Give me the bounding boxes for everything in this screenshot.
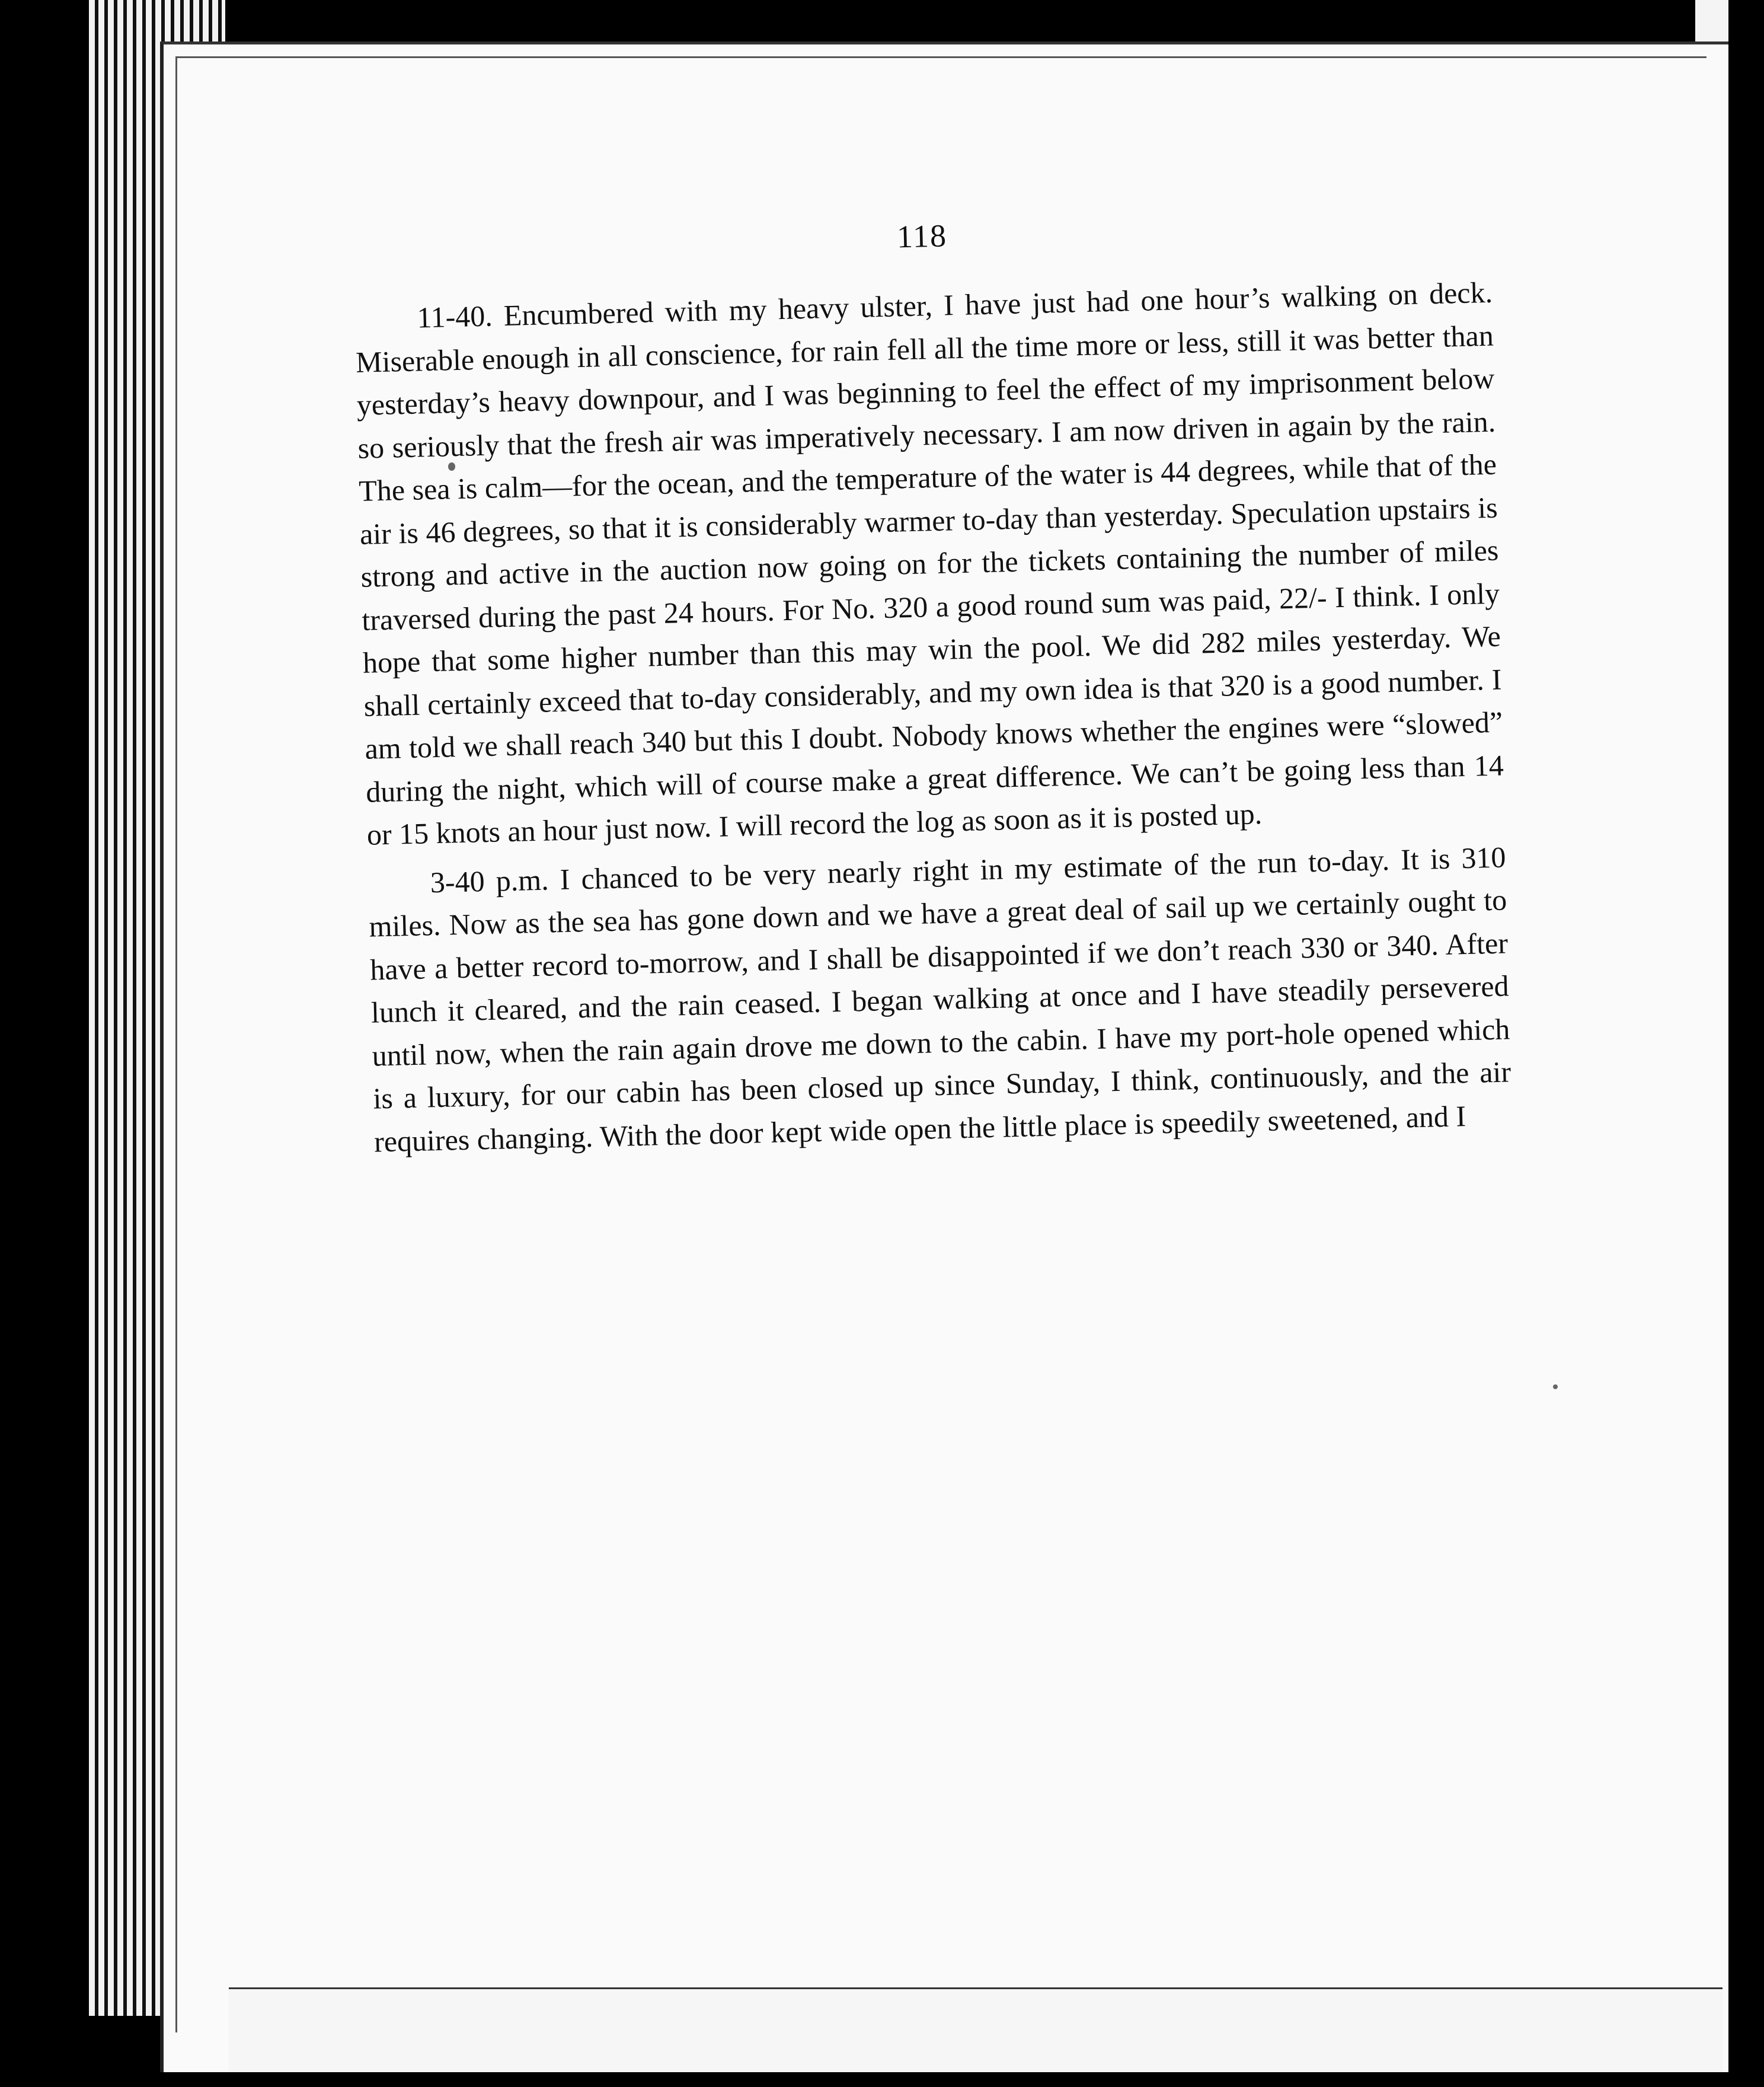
paragraph-morning-entry: 11-40. Encumbered with my heavy ulster, I have just had one hour’s walking on deck. Miserable enough in all conscience, for rain fell all the time more or less, still it was better than yesterday’s heavy downpour, and I was beginning to feel the effect of my imprisonment below so seriously that the fresh air was imperatively necessary. I am now driven in again by the rain. The sea is calm—for the ocean, and the temperature of the water is 44 degrees, while that of the air is 46 degrees, so that it is considerably warmer to-day than yesterday. Speculation upstairs is strong and active in the auction now going on for the tickets containing the number of miles traversed during the past 24 hours. For No. 320 a good round sum was paid, 22/- I think. I only hope that some higher number than this may win the pool. We did 282 miles yesterday. We shall certainly exceed that to-day considerably, and my own idea is that 320 is a good number. I am told we shall reach 340 but this I doubt. Nobody knows whether the engines were “slowed” during the night, which will of course make a great difference. We can’t be going less than 14 or 15 knots an hour just now. I will record the log as soon as it is posted up. [355, 275, 1504, 851]
page-text [353, 205, 1513, 1163]
page-number: 118 [896, 218, 948, 255]
ink-speck [1553, 1384, 1558, 1389]
paragraph-afternoon-entry: 3-40 p.m. I chanced to be very nearly right in my estimate of the run to-day. It is 310 miles. Now as the sea has gone down and we have a great deal of sail up we certainly ought to have a better record to-morrow, and I shall be disappointed if we don’t reach 330 or 340. After lunch it cleared, and the rain ceased. I began walking at once and I have steadily persevered until now, when the rain again drove me down to the cabin. I have my port-hole opened which is a luxury, for our cabin has been closed up since Sunday, I think, continuously, and the air requires changing. With the door kept wide open the little place is speedily sweetened, and I [368, 840, 1511, 1159]
